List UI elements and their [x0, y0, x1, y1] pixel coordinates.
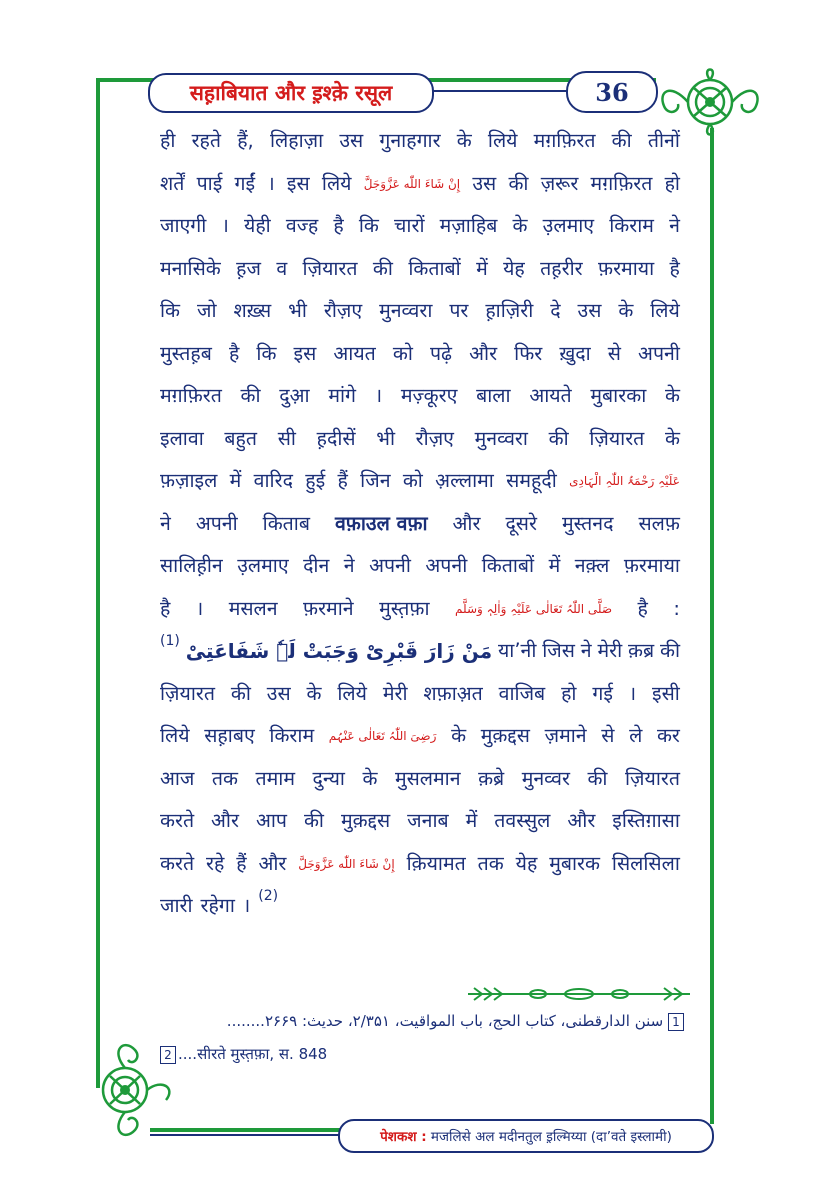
word: सह़ाबए [204, 724, 255, 747]
word: लिये [160, 724, 190, 747]
word: की [611, 129, 632, 152]
header-rule [430, 90, 568, 92]
footer-rule [150, 1134, 340, 1136]
word: दुन्या [312, 766, 345, 790]
word: सिलसिला [611, 851, 680, 875]
word: इस्तिग़ासा [612, 809, 680, 832]
word: उ़लमाए [237, 554, 289, 577]
word: ले [629, 724, 643, 747]
word: से [607, 341, 621, 365]
word: गई [592, 681, 613, 705]
word: दुआ़ [279, 384, 310, 407]
word: के [456, 129, 472, 152]
word: अ़ल्लामा [435, 469, 494, 492]
word: मांगे [328, 384, 357, 407]
word: रौज़ए [415, 426, 454, 450]
word: पर [449, 299, 469, 322]
word: और [211, 809, 239, 832]
word: फ़ज़ाइल [160, 469, 218, 492]
word: رَضِیَ اللّٰہُ تَعَالٰی عَنْہُم [328, 729, 437, 743]
word: रहते [191, 129, 222, 152]
word: पढ़े [429, 341, 453, 365]
word: मुनव्वरा [379, 299, 433, 322]
word: हो [561, 681, 577, 705]
word: मज़ाहिब [439, 214, 498, 237]
word: में [548, 554, 561, 577]
word: गुनाहगार [379, 129, 441, 152]
word: दूसरे [505, 511, 537, 535]
body-text [160, 120, 680, 928]
text-line [160, 630, 680, 673]
footnote-1 [160, 1012, 686, 1042]
word: : [673, 596, 680, 620]
word: हैं [337, 469, 348, 492]
word: तमाम [255, 766, 295, 790]
text-line [160, 290, 680, 333]
word: और [567, 809, 596, 832]
word: सालिह़ीन [160, 554, 223, 577]
word: की [240, 384, 261, 407]
word: صَلَّی اللّٰہُ تَعَالٰی عَلَیْہِ وَاٰلِہٖ وَسَلَّم [454, 601, 613, 616]
text-line [160, 163, 680, 206]
word: शख़्स [233, 299, 272, 322]
word: किताबों [481, 554, 535, 577]
word: लिये [337, 681, 367, 705]
word: مَنْ زَارَ قَبْرِیْ وَجَبَتْ لَہٗ شَفَاعَتِیْ [185, 639, 493, 663]
word: करते [160, 851, 195, 875]
word: उस [266, 681, 291, 705]
word: शफ़ाअ़त [423, 681, 483, 705]
word: वाजिब [498, 681, 546, 705]
word: आयते [529, 384, 572, 407]
footnote-text: ....सीरते मुस्त़फ़ा, स. 848 [178, 1045, 328, 1063]
word: आज [160, 766, 195, 790]
word: उस [577, 299, 602, 322]
word: से [601, 724, 615, 747]
text-line [160, 120, 680, 163]
word: ह़दीसें [316, 426, 356, 450]
text-line [160, 503, 680, 546]
word: मुस्त़फ़ा [379, 596, 430, 620]
word: उ़लमाए [542, 214, 595, 237]
word: वज्ह [285, 214, 319, 237]
footnote-text: سنن الدارقطنی، کتاب الحج، باب المواقیت، ۲/۳۵۱، حدیث: ۲۶۶۹........ [226, 1012, 664, 1030]
word: लिये [487, 129, 518, 152]
word: मेरी [597, 639, 623, 662]
word: ज़ियारत [624, 766, 680, 790]
word: येह [515, 851, 538, 875]
word: में [465, 809, 478, 832]
word: इस [286, 171, 310, 195]
word: लिये [650, 299, 680, 322]
word: ज़माने [544, 724, 587, 747]
word: जारी [160, 894, 193, 917]
word: ने [580, 639, 592, 662]
word: भी [288, 299, 307, 322]
word: लिये [321, 171, 352, 195]
word: रौज़ए [323, 299, 363, 322]
text-line [160, 333, 680, 376]
word: कि [256, 341, 277, 365]
text-line [160, 715, 680, 758]
word: की [372, 256, 393, 280]
footer-label: पेशकश : [380, 1129, 427, 1145]
word: जाएगी [160, 214, 207, 237]
word: शर्तें [160, 171, 185, 195]
word: ह़ज [236, 256, 261, 280]
word: कि [358, 214, 379, 237]
word: चारों [394, 214, 425, 237]
word: तह़रीर [540, 256, 583, 280]
word: है [669, 256, 680, 280]
word: की [659, 639, 680, 662]
word: तक [211, 766, 238, 790]
text-line [160, 758, 680, 801]
text-line [160, 588, 680, 631]
word: मुबारका [590, 384, 647, 407]
text-line [160, 248, 680, 291]
word: इसी [652, 681, 680, 705]
footnote-marker: 1 [668, 1013, 684, 1031]
word: मुस्तनद [561, 511, 614, 535]
text-line [160, 418, 680, 461]
footnote-2 [160, 1044, 460, 1070]
word: क़ियामत [406, 851, 466, 875]
word: के [451, 724, 467, 747]
word: जिस [542, 639, 575, 662]
word: ने [669, 214, 680, 237]
word: के [618, 299, 634, 322]
word: की [508, 171, 529, 195]
text-line [160, 460, 680, 503]
word: । [195, 596, 204, 620]
word: ख़ुदा [559, 341, 591, 365]
word: मुक़द्दस [340, 809, 391, 832]
word: किताब [262, 511, 310, 535]
word: समहूदी [506, 469, 557, 492]
word: ज़रूर [540, 171, 579, 195]
word: रहे [205, 851, 225, 875]
word: हैं [236, 851, 247, 875]
footer-text: मजलिसे अल मदीनतुल इ़ल्मिय्या (दा’वते इस्लामी) [430, 1129, 672, 1145]
word: की [548, 426, 569, 450]
publisher-footer [338, 1119, 714, 1153]
word: है [333, 214, 344, 237]
word: करते [160, 809, 195, 832]
word: ह़ाज़िरी [485, 299, 534, 322]
word: तवस्सुल [494, 809, 551, 832]
word: किराम [609, 214, 654, 237]
word: या’नी [497, 639, 537, 662]
book-title: सह़ाबियात और इ़श्क़े रसूल [148, 73, 434, 113]
word: । [628, 681, 637, 705]
word: वारिद [253, 469, 293, 492]
word: के [362, 766, 378, 790]
word: मुसलमान [394, 766, 461, 790]
word: जो [196, 299, 217, 322]
word: अपनी [425, 554, 468, 577]
word: गईं [234, 171, 256, 195]
word: । [221, 214, 229, 237]
footnote-marker: 2 [160, 1046, 176, 1064]
text-line [160, 843, 680, 886]
word: मसलन [228, 596, 278, 620]
word: उस [472, 171, 497, 195]
text-line [160, 545, 680, 588]
word: जिन [360, 469, 391, 492]
word: और [258, 851, 287, 875]
word: आयत [333, 341, 376, 365]
word: ज़ियारत [302, 256, 358, 280]
word: है [228, 341, 240, 365]
text-line [160, 205, 680, 248]
word: मुनव्वर [521, 766, 570, 790]
word: की [587, 766, 608, 790]
word: उस [339, 129, 364, 152]
word: वफ़ाउल वफ़ा [334, 511, 428, 535]
word: हैं, [237, 129, 254, 152]
word: मुबारक [549, 851, 601, 875]
word: मग़फ़िरत [160, 384, 222, 407]
word: की [303, 809, 324, 832]
word: । [242, 894, 251, 917]
text-line [160, 800, 680, 843]
word: ज़ियारत [589, 426, 645, 450]
word: दीन [303, 554, 330, 577]
word: और [469, 341, 498, 365]
word: फ़रमाया [623, 554, 680, 577]
word: मुनव्वरा [474, 426, 528, 450]
word: के [664, 384, 680, 407]
word: रहेगा [200, 894, 235, 917]
word: बहुत [224, 426, 258, 450]
word: किराम [269, 724, 315, 747]
word: को [392, 341, 413, 365]
frame-left-border [96, 78, 100, 1088]
word: (1) [160, 633, 180, 649]
text-line [160, 673, 680, 716]
word: तक [477, 851, 504, 875]
word: إِنْ شَاءَ اللّٰه عَزَّوَجَلَّ [363, 176, 461, 191]
text-line [160, 375, 680, 418]
word: मनासिके [160, 256, 221, 280]
word: । [267, 171, 275, 195]
word: के [664, 426, 680, 450]
word: तीनों [647, 129, 680, 152]
word: कि [160, 299, 181, 322]
word: नक़्ल [574, 554, 610, 577]
word: में [476, 256, 488, 280]
word: अपनी [638, 341, 680, 365]
word: है [160, 596, 171, 620]
word: कर [656, 724, 680, 747]
word: बाला [476, 384, 511, 407]
word: عَلَیْہِ رَحْمَۃُ اللّٰہِ الْہَادِی [569, 474, 680, 488]
word: फिर [514, 341, 543, 365]
frame-right-border [710, 128, 714, 1124]
word: ने [343, 554, 355, 577]
word: (2) [258, 888, 279, 904]
word: लिहाज़ा [269, 129, 324, 152]
word: मग़फ़िरत [590, 171, 653, 195]
divider-ornament-icon [468, 986, 690, 1002]
word: إِنْ شَاءَ اللّٰه عَزَّوَجَلَّ [298, 856, 395, 871]
word: के [512, 214, 528, 237]
word: अपनी [369, 554, 411, 577]
word: हो [664, 171, 680, 195]
word: को [402, 469, 423, 492]
word: येह [503, 256, 525, 280]
word: मुक़द्दस [480, 724, 530, 747]
word: क़ब्रे [478, 766, 505, 790]
word: क़ब्र [628, 639, 655, 662]
word: मेरी [382, 681, 408, 705]
word: दे [550, 299, 561, 322]
word: इस [293, 341, 317, 365]
word: आप [255, 809, 287, 832]
word: के [306, 681, 322, 705]
word: ने [160, 511, 171, 535]
page-number: 36 [566, 71, 658, 113]
word: येही [244, 214, 271, 237]
word: अपनी [195, 511, 238, 535]
word: फ़रमाया [598, 256, 655, 280]
word: सी [277, 426, 296, 450]
word: पाई [196, 171, 223, 195]
word: और [452, 511, 481, 535]
word: सलफ़ [638, 511, 680, 535]
word: है [637, 596, 648, 620]
word: ही [160, 129, 176, 152]
word: फ़रमाने [303, 596, 354, 620]
word: भी [376, 426, 395, 450]
word: व [276, 256, 288, 280]
word: हुई [305, 469, 326, 492]
word: मज़्कूरए [400, 384, 458, 407]
word: ज़ियारत [160, 681, 215, 705]
word: । [374, 384, 383, 407]
text-line [160, 885, 680, 928]
word: मुस्तह़ब [160, 341, 212, 365]
word: किताबों [408, 256, 461, 280]
word: इलावा [160, 426, 204, 450]
word: की [230, 681, 251, 705]
word: मग़फ़िरत [533, 129, 596, 152]
word: जनाब [407, 809, 449, 832]
word: में [229, 469, 242, 492]
